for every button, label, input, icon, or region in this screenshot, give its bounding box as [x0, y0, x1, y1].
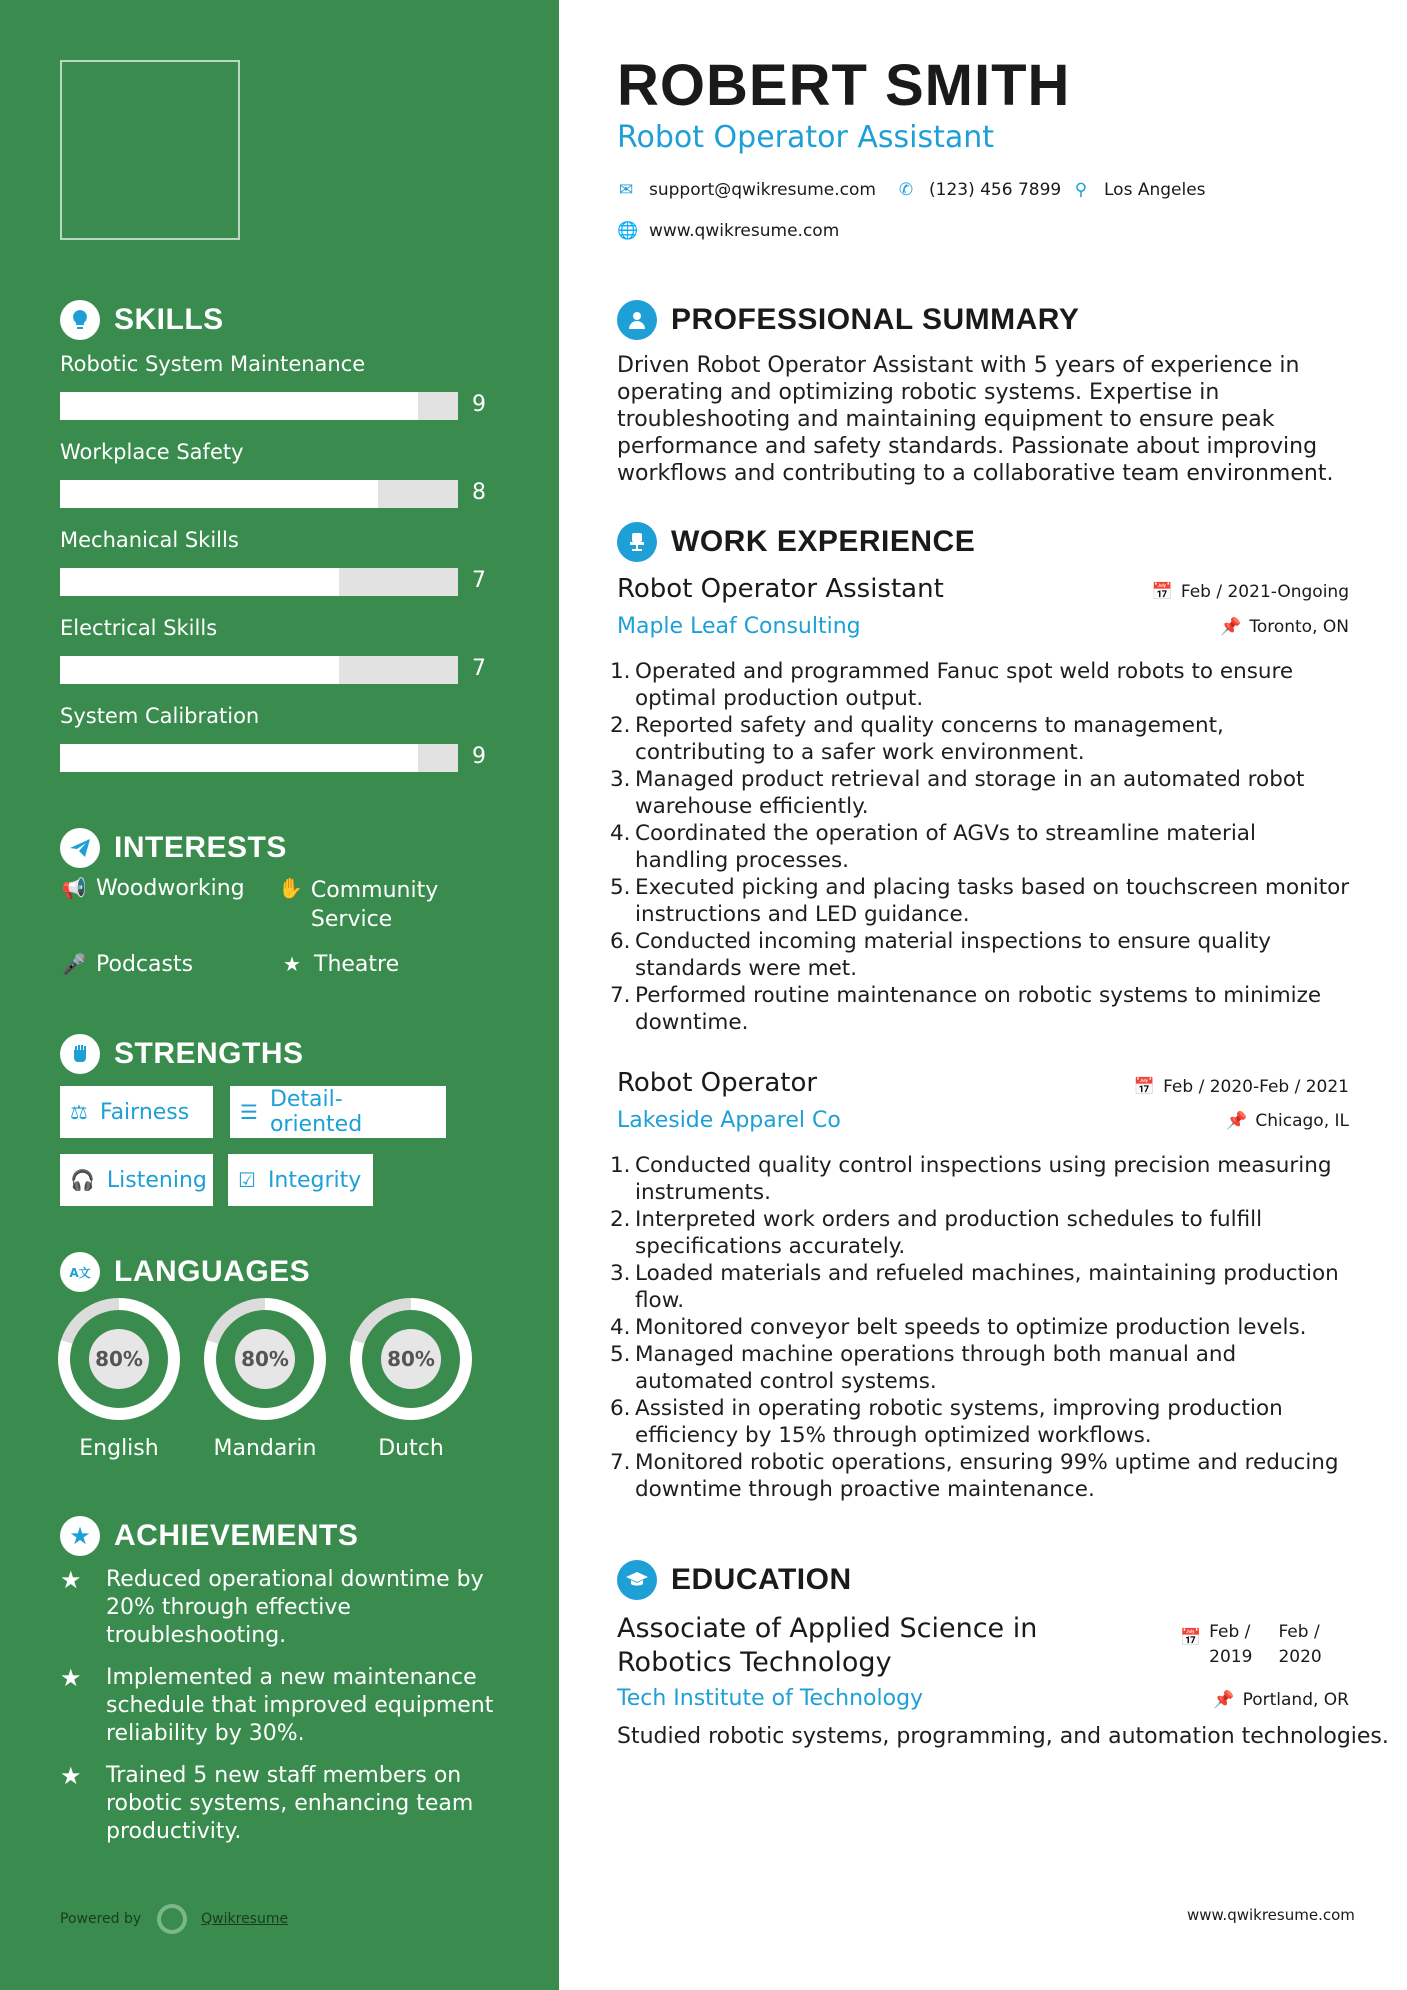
language-progress-ring — [350, 1298, 472, 1420]
skill-name: Robotic System Maintenance — [60, 352, 366, 376]
lightbulb-icon — [60, 300, 100, 340]
job-location-text: Chicago, IL — [1255, 1111, 1349, 1131]
job-dates-text: Feb / 2021-Ongoing — [1180, 582, 1349, 602]
job-bullet: 5. Executed picking and placing tasks based on touchscreen monitor instructions and LED guidance. — [610, 875, 1350, 927]
powered-by — [60, 1904, 288, 1934]
education-description: Studied robotic systems, programming, and automation technologies. — [617, 1724, 1389, 1749]
language-name: Mandarin — [213, 1436, 317, 1461]
job-bullet: 1. Operated and programmed Fanuc spot weld robots to ensure optimal production output. — [610, 658, 1350, 712]
globe-icon: 🌐 — [617, 221, 639, 241]
bullet-text: Reported safety and quality concerns to management, contributing to a safer work environment. — [635, 713, 1224, 765]
bullet-text: Conducted quality control inspections using precision measuring instruments. — [635, 1153, 1332, 1205]
achievements-title: ACHIEVEMENTS — [114, 1519, 359, 1552]
job-bullets — [610, 1152, 1350, 1503]
job-title: Robot Operator Assistant — [617, 574, 944, 604]
job-company: Maple Leaf Consulting — [617, 614, 861, 639]
skill-bar — [60, 480, 458, 508]
qwikresume-logo-icon — [157, 1904, 187, 1934]
strength-label: Detail-oriented — [269, 1087, 363, 1137]
interest-label: Theatre — [314, 952, 400, 977]
star-icon: ★ — [60, 1566, 82, 1594]
interest-item — [278, 952, 399, 977]
star-icon: ★ — [60, 1762, 82, 1790]
pushpin-icon: 📌 — [1220, 617, 1242, 637]
hand-icon: ✋ — [278, 876, 303, 900]
star-icon: ★ — [60, 1664, 82, 1692]
paper-plane-icon — [60, 828, 100, 868]
language-item — [204, 1298, 326, 1461]
bullet-text: Monitored robotic operations, ensuring 99% uptime and reducing downtime through proactive maintenance. — [635, 1450, 1339, 1502]
interests-title: INTERESTS — [114, 831, 287, 864]
job-bullet: 4. Coordinated the operation of AGVs to streamline material handling processes. — [610, 820, 1350, 874]
email-text: support@qwikresume.com — [649, 180, 876, 200]
bullhorn-icon: 📢 — [61, 876, 87, 900]
powered-prefix: Powered by — [60, 1911, 142, 1927]
education-location-text: Portland, OR — [1242, 1690, 1349, 1710]
skills-heading — [60, 300, 224, 340]
interest-item — [278, 876, 468, 934]
job-bullet: 7. Performed routine maintenance on robotic systems to minimize downtime. — [610, 982, 1350, 1036]
bullet-text: Interpreted work orders and production schedules to fulfill specifications accurately. — [635, 1207, 1263, 1259]
experience-title: WORK EXPERIENCE — [671, 525, 976, 558]
location-text: Los Angeles — [1104, 180, 1206, 200]
skill-bar-fill — [60, 392, 418, 420]
language-progress-ring — [58, 1298, 180, 1420]
contact-email[interactable] — [617, 180, 876, 200]
job-bullet: 5. Managed machine operations through both manual and automated control systems. — [610, 1341, 1350, 1395]
calendar-icon: 📅 — [1133, 1077, 1156, 1097]
fist-icon — [60, 1034, 100, 1074]
strength-badge — [228, 1154, 373, 1206]
bullet-text: Executed picking and placing tasks based on touchscreen monitor instructions and LED guidance. — [635, 875, 1350, 927]
experience-heading — [617, 522, 975, 562]
job-location-text: Toronto, ON — [1249, 617, 1349, 637]
job-bullet: 3. Loaded materials and refueled machines, maintaining production flow. — [610, 1260, 1350, 1314]
job-bullet: 4. Monitored conveyor belt speeds to optimize production levels. — [610, 1315, 1307, 1340]
star-badge-icon: ★ — [60, 1516, 100, 1556]
bullet-text: Operated and programmed Fanuc spot weld robots to ensure optimal production output. — [635, 659, 1294, 711]
bullet-text: Monitored conveyor belt speeds to optimize production levels. — [635, 1315, 1307, 1340]
skill-bar-fill — [60, 744, 418, 772]
contact-website[interactable] — [617, 221, 839, 241]
balance-scale-icon: ⚖ — [70, 1100, 88, 1124]
office-chair-icon — [617, 522, 657, 562]
education-location — [1213, 1690, 1349, 1710]
job-bullet: 6. Assisted in operating robotic systems, improving production efficiency by 15% through optimized workflows. — [610, 1395, 1350, 1449]
interest-item — [60, 876, 245, 901]
strength-label: Listening — [106, 1167, 207, 1193]
education-end — [1278, 1620, 1321, 1670]
contact-phone[interactable] — [897, 180, 1061, 200]
job-dates — [1134, 1077, 1349, 1097]
language-ring-inner — [70, 1310, 168, 1408]
education-end-year: 2020 — [1278, 1647, 1322, 1667]
strength-label: Integrity — [267, 1167, 362, 1193]
languages-heading — [60, 1252, 310, 1292]
job-location — [1226, 1111, 1349, 1131]
skill-level: 7 — [472, 568, 486, 593]
contact-location — [1072, 180, 1206, 200]
strength-badge — [60, 1086, 213, 1138]
strength-label: Fairness — [99, 1099, 190, 1125]
education-heading — [617, 1560, 852, 1600]
skill-level: 7 — [472, 656, 486, 681]
job-dates-text: Feb / 2020-Feb / 2021 — [1163, 1077, 1349, 1097]
skill-name: Electrical Skills — [60, 616, 218, 640]
language-ring-inner — [216, 1310, 314, 1408]
language-percent: 80% — [89, 1329, 149, 1389]
job-bullet: 1. Conducted quality control inspections using precision measuring instruments. — [610, 1152, 1350, 1206]
education-start-year: 2019 — [1209, 1647, 1253, 1667]
microphone-icon: 🎤 — [61, 952, 87, 976]
strengths-heading — [60, 1034, 304, 1074]
skill-level: 9 — [472, 744, 486, 769]
map-pin-icon: ⚲ — [1074, 180, 1088, 200]
user-icon — [617, 300, 657, 340]
calendar-icon: 📅 — [1151, 582, 1173, 602]
language-item — [58, 1298, 180, 1461]
interest-label: Podcasts — [96, 952, 194, 977]
list-icon: ☰ — [240, 1100, 258, 1124]
bullet-text: Managed machine operations through both manual and automated control systems. — [635, 1342, 1237, 1394]
language-percent: 80% — [235, 1329, 295, 1389]
candidate-role: Robot Operator Assistant — [617, 120, 995, 155]
skill-bar-fill — [60, 480, 378, 508]
skill-bar-fill — [60, 656, 339, 684]
languages-title: LANGUAGES — [114, 1255, 311, 1288]
interest-item — [60, 952, 193, 977]
skill-name: Mechanical Skills — [60, 528, 239, 552]
bullet-text: Assisted in operating robotic systems, improving production efficiency by 15% through optimized workflows. — [635, 1396, 1283, 1448]
skill-bar-fill — [60, 568, 339, 596]
phone-text: (123) 456 7899 — [929, 180, 1062, 200]
website-text: www.qwikresume.com — [649, 221, 840, 241]
checkbox-icon: ☑ — [238, 1168, 256, 1192]
job-company: Lakeside Apparel Co — [617, 1108, 841, 1133]
footer-url[interactable]: www.qwikresume.com — [1187, 1906, 1355, 1924]
bullet-text: Coordinated the operation of AGVs to streamline material handling processes. — [635, 821, 1256, 873]
language-percent: 80% — [381, 1329, 441, 1389]
job-bullets — [610, 658, 1350, 1036]
bullet-text: Loaded materials and refueled machines, maintaining production flow. — [635, 1261, 1339, 1313]
summary-heading — [617, 300, 1079, 340]
language-name: Dutch — [378, 1436, 444, 1461]
education-start-month: Feb / — [1209, 1622, 1251, 1642]
achievement-item — [60, 1566, 500, 1650]
skill-level: 8 — [472, 480, 486, 505]
bullet-text: Performed routine maintenance on robotic systems to minimize downtime. — [635, 983, 1322, 1035]
skill-bar — [60, 744, 458, 772]
job-dates — [1152, 582, 1349, 602]
skills-title: SKILLS — [114, 303, 224, 336]
strengths-title: STRENGTHS — [114, 1037, 304, 1070]
skill-bar — [60, 392, 458, 420]
job-title: Robot Operator — [617, 1068, 818, 1098]
sidebar — [0, 0, 559, 1990]
language-icon: A文 — [60, 1252, 100, 1292]
education-dates — [1180, 1620, 1322, 1670]
envelope-icon: ✉ — [618, 180, 634, 200]
school-name: Tech Institute of Technology — [617, 1686, 924, 1711]
language-item — [350, 1298, 472, 1461]
bullet-text: Conducted incoming material inspections to ensure quality standards were met. — [635, 929, 1271, 981]
pushpin-icon: 📌 — [1213, 1690, 1235, 1710]
language-progress-ring — [204, 1298, 326, 1420]
pushpin-icon: 📌 — [1226, 1111, 1248, 1131]
achievements-heading — [60, 1516, 358, 1556]
interest-label: Woodworking — [96, 876, 245, 901]
job-bullet: 2. Reported safety and quality concerns to management, contributing to a safer work environment. — [610, 712, 1350, 766]
language-ring-inner — [362, 1310, 460, 1408]
calendar-icon: 📅 — [1180, 1628, 1202, 1648]
candidate-name: ROBERT SMITH — [617, 53, 1071, 118]
achievement-text: Implemented a new maintenance schedule that improved equipment reliability by 30%. — [106, 1665, 494, 1746]
strength-badge — [230, 1086, 446, 1138]
education-end-month: Feb / — [1278, 1622, 1320, 1642]
graduation-cap-icon — [617, 1560, 657, 1600]
job-bullet: 3. Managed product retrieval and storage in an automated robot warehouse efficiently. — [610, 766, 1350, 820]
interests-heading — [60, 828, 287, 868]
skill-bar — [60, 568, 458, 596]
strength-badge — [60, 1154, 213, 1206]
powered-brand-link[interactable]: Qwikresume — [201, 1911, 289, 1927]
phone-icon: ✆ — [898, 180, 914, 200]
bullet-text: Managed product retrieval and storage in an automated robot warehouse efficiently. — [635, 767, 1305, 819]
skill-name: System Calibration — [60, 704, 260, 728]
language-name: English — [79, 1436, 159, 1461]
education-start — [1209, 1620, 1252, 1670]
interest-label: Community Service — [310, 878, 439, 932]
job-bullet: 6. Conducted incoming material inspections to ensure quality standards were met. — [610, 928, 1350, 982]
achievement-item — [60, 1664, 500, 1748]
achievement-text: Reduced operational downtime by 20% through effective troubleshooting. — [106, 1567, 484, 1648]
skill-bar — [60, 656, 458, 684]
summary-text: Driven Robot Operator Assistant with 5 years of experience in operating and optimizing robotic systems. Expertise in troubleshooting and maintaining equipment to ensure peak performance and safety standards. Passionate about improving workflows and contributing to a collaborative team environment. — [617, 353, 1334, 486]
achievement-item — [60, 1762, 500, 1846]
skill-level: 9 — [472, 392, 486, 417]
job-bullet: 7. Monitored robotic operations, ensuring 99% uptime and reducing downtime through proactive maintenance. — [610, 1449, 1350, 1503]
headphones-icon: 🎧 — [70, 1168, 95, 1192]
summary-title: PROFESSIONAL SUMMARY — [671, 303, 1080, 336]
profile-photo-placeholder — [60, 60, 240, 240]
degree-title: Associate of Applied Science in Robotics Technology — [617, 1613, 1038, 1678]
job-bullet: 2. Interpreted work orders and production schedules to fulfill specifications accurately. — [610, 1206, 1350, 1260]
job-location — [1220, 617, 1349, 637]
star-icon: ★ — [283, 952, 301, 976]
achievement-text: Trained 5 new staff members on robotic systems, enhancing team productivity. — [106, 1763, 474, 1844]
education-title: EDUCATION — [671, 1563, 852, 1596]
skill-name: Workplace Safety — [60, 440, 244, 464]
